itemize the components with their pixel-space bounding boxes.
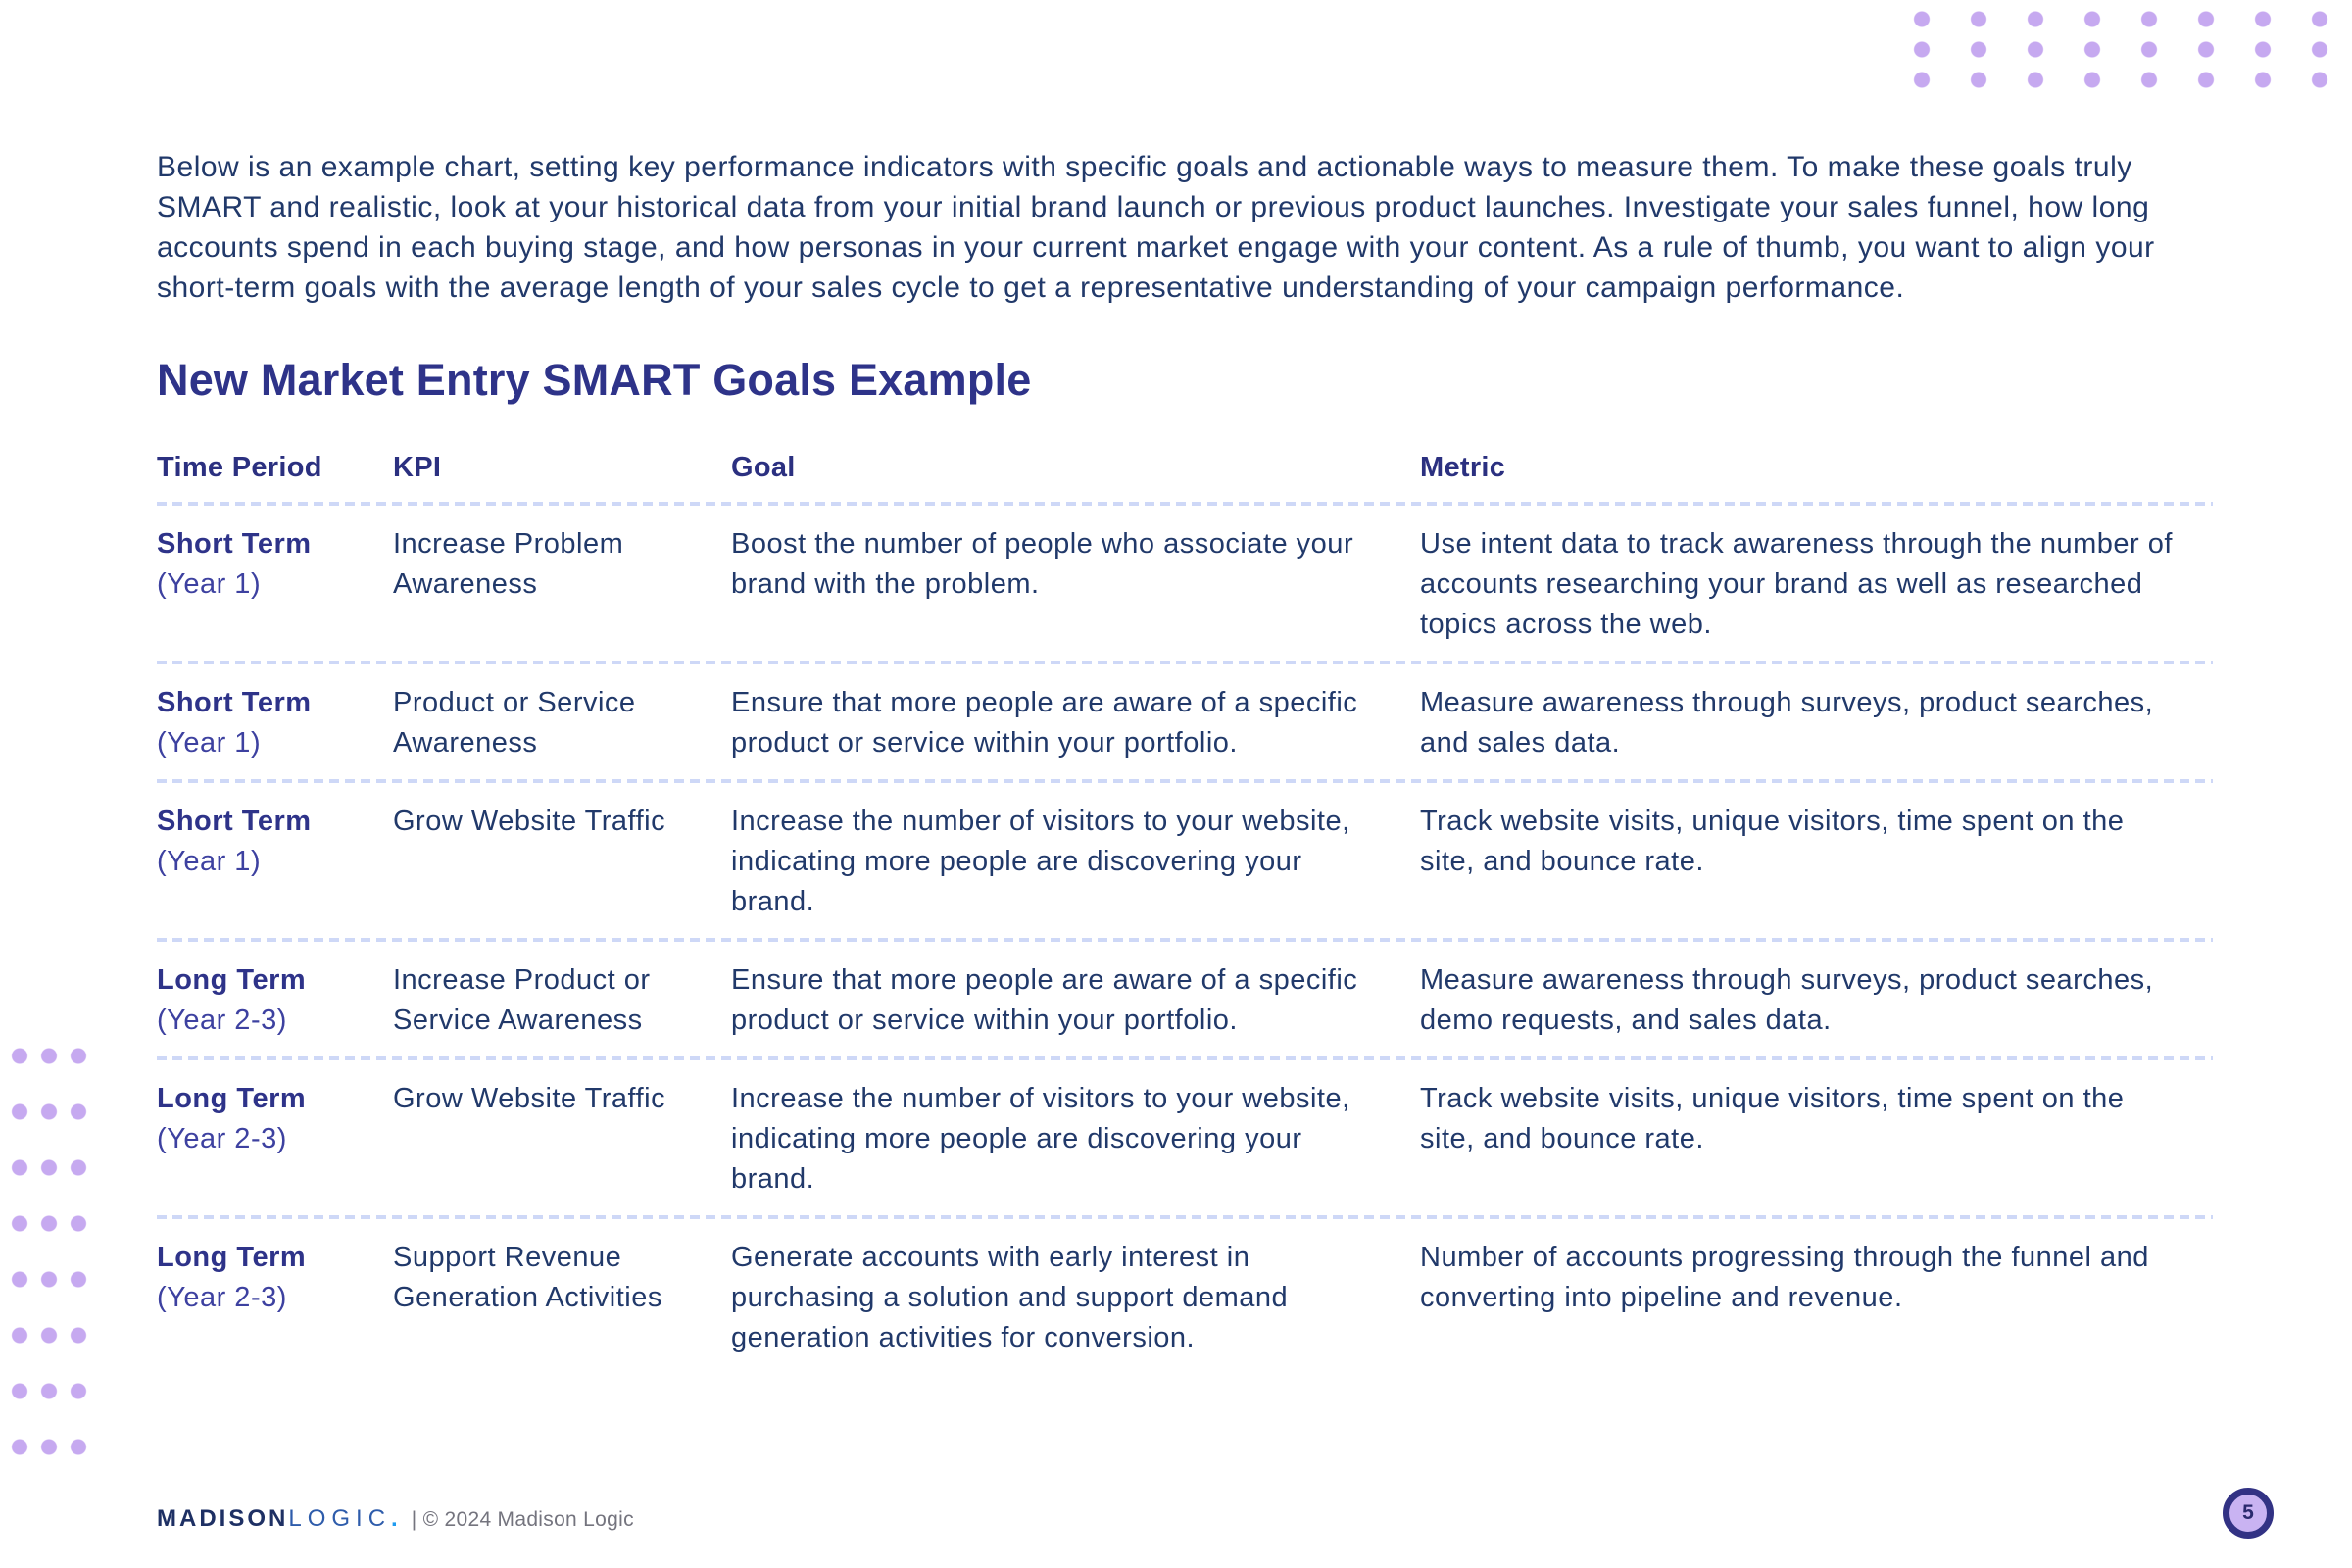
cell-kpi: Increase Problem Awareness (393, 528, 624, 600)
time-period-label: Short Term (157, 687, 312, 718)
column-header-time-period: Time Period (157, 452, 322, 483)
cell-metric: Use intent data to track awareness through the number of accounts researching your brand as well as researched topics across the web. (1420, 528, 2173, 640)
smart-goals-table (157, 450, 2213, 1374)
cell-metric: Measure awareness through surveys, product searches, demo requests, and sales data. (1420, 964, 2154, 1036)
time-period-year: (Year 2-3) (157, 1282, 287, 1313)
decorative-dots-top-right-icon (1893, 4, 2348, 95)
page-number-badge (2223, 1488, 2274, 1539)
cell-time-period (157, 942, 393, 1056)
page-number: 5 (2242, 1501, 2254, 1524)
cell-goal: Increase the number of visitors to your website, indicating more people are discovering your brand. (731, 1083, 1350, 1195)
cell-metric: Track website visits, unique visitors, time spent on the site, and bounce rate. (1420, 806, 2125, 877)
cell-metric: Measure awareness through surveys, product searches, and sales data. (1420, 687, 2154, 759)
table-row (157, 1060, 2213, 1215)
table-header-row (157, 450, 2213, 502)
cell-goal: Boost the number of people who associate your brand with the problem. (731, 528, 1354, 600)
cell-goal: Ensure that more people are aware of a specific product or service within your portfolio. (731, 687, 1358, 759)
table-row (157, 942, 2213, 1056)
time-period-label: Long Term (157, 1242, 307, 1273)
time-period-year: (Year 1) (157, 846, 262, 877)
page-title (157, 354, 2213, 407)
table-row (157, 506, 2213, 661)
cell-time-period (157, 1060, 393, 1215)
page-title-bold: SMART Goals Example (542, 355, 1032, 405)
logo-madison-text: MADISON (157, 1505, 289, 1532)
column-header-kpi: KPI (393, 452, 442, 483)
time-period-label: Long Term (157, 1083, 307, 1114)
logo-dot-icon: . (391, 1505, 398, 1532)
table-row (157, 664, 2213, 779)
cell-goal: Increase the number of visitors to your website, indicating more people are discovering your brand. (731, 806, 1350, 917)
time-period-year: (Year 1) (157, 568, 262, 600)
cell-goal: Ensure that more people are aware of a specific product or service within your portfolio. (731, 964, 1358, 1036)
column-header-goal: Goal (731, 452, 796, 483)
table-row (157, 1219, 2213, 1374)
time-period-year: (Year 1) (157, 727, 262, 759)
madison-logic-logo (157, 1504, 634, 1535)
cell-kpi: Support Revenue Generation Activities (393, 1242, 662, 1313)
page-title-regular: New Market Entry (157, 355, 543, 405)
time-period-label: Short Term (157, 806, 312, 837)
copyright-text: | © 2024 Madison Logic (411, 1508, 634, 1531)
cell-kpi: Increase Product or Service Awareness (393, 964, 651, 1036)
decorative-dots-left-icon (5, 1028, 94, 1475)
cell-time-period (157, 506, 393, 661)
logo-logic-text: LOGIC (288, 1505, 392, 1532)
intro-paragraph: Below is an example chart, setting key performance indicators with specific goals and actionable ways to measure them. To make these goals truly SMART and realistic, look at your historical data from your initial brand launch or previous product launches. Investigate your sales funnel, how long accounts spend in each buying stage, and how personas in your current market engage with your content. As a rule of thumb, you want to align your short-term goals with the average length of your sales cycle to get a representative understanding of your campaign performance. (157, 151, 2155, 304)
cell-goal: Generate accounts with early interest in purchasing a solution and support demand generation activities for conversion. (731, 1242, 1289, 1353)
cell-time-period (157, 664, 393, 779)
cell-kpi: Product or Service Awareness (393, 687, 636, 759)
page-content (157, 147, 2213, 1374)
cell-time-period (157, 783, 393, 938)
column-header-metric: Metric (1420, 452, 1506, 483)
time-period-year: (Year 2-3) (157, 1123, 287, 1154)
cell-metric: Track website visits, unique visitors, time spent on the site, and bounce rate. (1420, 1083, 2125, 1154)
time-period-label: Short Term (157, 528, 312, 560)
cell-kpi: Grow Website Traffic (393, 806, 666, 837)
cell-metric: Number of accounts progressing through the funnel and converting into pipeline and revenue. (1420, 1242, 2149, 1313)
cell-time-period (157, 1219, 393, 1374)
cell-kpi: Grow Website Traffic (393, 1083, 666, 1114)
time-period-label: Long Term (157, 964, 307, 996)
table-row (157, 783, 2213, 938)
time-period-year: (Year 2-3) (157, 1004, 287, 1036)
